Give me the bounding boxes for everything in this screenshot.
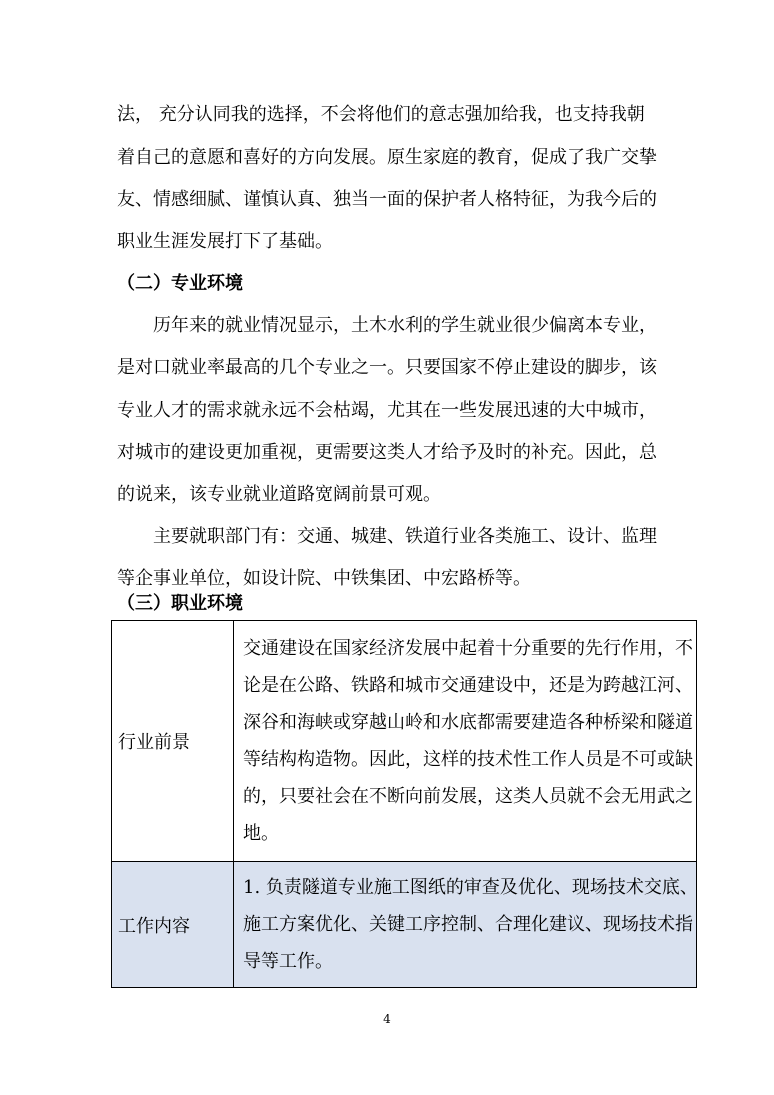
row-label-job-content: 工作内容 bbox=[112, 862, 234, 988]
page-number: 4 bbox=[383, 1012, 391, 1026]
row-content-job-content bbox=[234, 862, 697, 988]
section-heading-professional-environment: （二）专业环境 bbox=[117, 273, 243, 294]
content-line: 的，只要社会在不断向前发展，这类人员就不会无用武之 bbox=[243, 786, 693, 807]
career-environment-table bbox=[111, 620, 697, 988]
paragraph-line: 专业人才的需求就永远不会枯竭，尤其在一些发展迅速的大中城市， bbox=[117, 400, 657, 421]
content-line: 等结构构造物。因此，这样的技术性工作人员是不可或缺 bbox=[243, 749, 693, 770]
content-line: 地。 bbox=[243, 823, 279, 844]
paragraph-line: 等企事业单位，如设计院、中铁集团、中宏路桥等。 bbox=[117, 568, 531, 589]
content-line: 交通建设在国家经济发展中起着十分重要的先行作用，不 bbox=[243, 638, 693, 659]
content-line: 1. 负责隧道专业施工图纸的审查及优化、现场技术交底、 bbox=[243, 877, 698, 898]
row-content-industry-prospect bbox=[234, 621, 697, 862]
paragraph-line: 对城市的建设更加重视，更需要这类人才给予及时的补充。因此，总 bbox=[117, 442, 657, 463]
intro-line: 着自己的意愿和喜好的方向发展。原生家庭的教育，促成了我广交挚 bbox=[117, 147, 657, 168]
content-line: 深谷和海峡或穿越山岭和水底都需要建造各种桥梁和隧道 bbox=[243, 712, 693, 733]
paragraph-line: 的说来，该专业就业道路宽阔前景可观。 bbox=[117, 484, 441, 505]
content-line: 施工方案优化、关键工序控制、合理化建议、现场技术指 bbox=[243, 914, 693, 935]
intro-line: 职业生涯发展打下了基础。 bbox=[117, 231, 333, 252]
paragraph-line: 主要就职部门有：交通、城建、铁道行业各类施工、设计、监理 bbox=[153, 526, 657, 547]
content-line: 导等工作。 bbox=[243, 951, 333, 972]
table-row bbox=[112, 862, 697, 988]
content-line: 论是在公路、铁路和城市交通建设中，还是为跨越江河、 bbox=[243, 675, 693, 696]
intro-line: 法， 充分认同我的选择，不会将他们的意志强加给我，也支持我朝 bbox=[117, 104, 645, 125]
paragraph-line: 历年来的就业情况显示，土木水利的学生就业很少偏离本专业， bbox=[153, 315, 657, 336]
row-label-industry-prospect: 行业前景 bbox=[112, 621, 234, 862]
paragraph-line: 是对口就业率最高的几个专业之一。只要国家不停止建设的脚步，该 bbox=[117, 357, 657, 378]
table-row bbox=[112, 621, 697, 862]
intro-line: 友、情感细腻、谨慎认真、独当一面的保护者人格特征，为我今后的 bbox=[117, 189, 657, 210]
section-heading-career-environment: （三）职业环境 bbox=[117, 593, 243, 614]
